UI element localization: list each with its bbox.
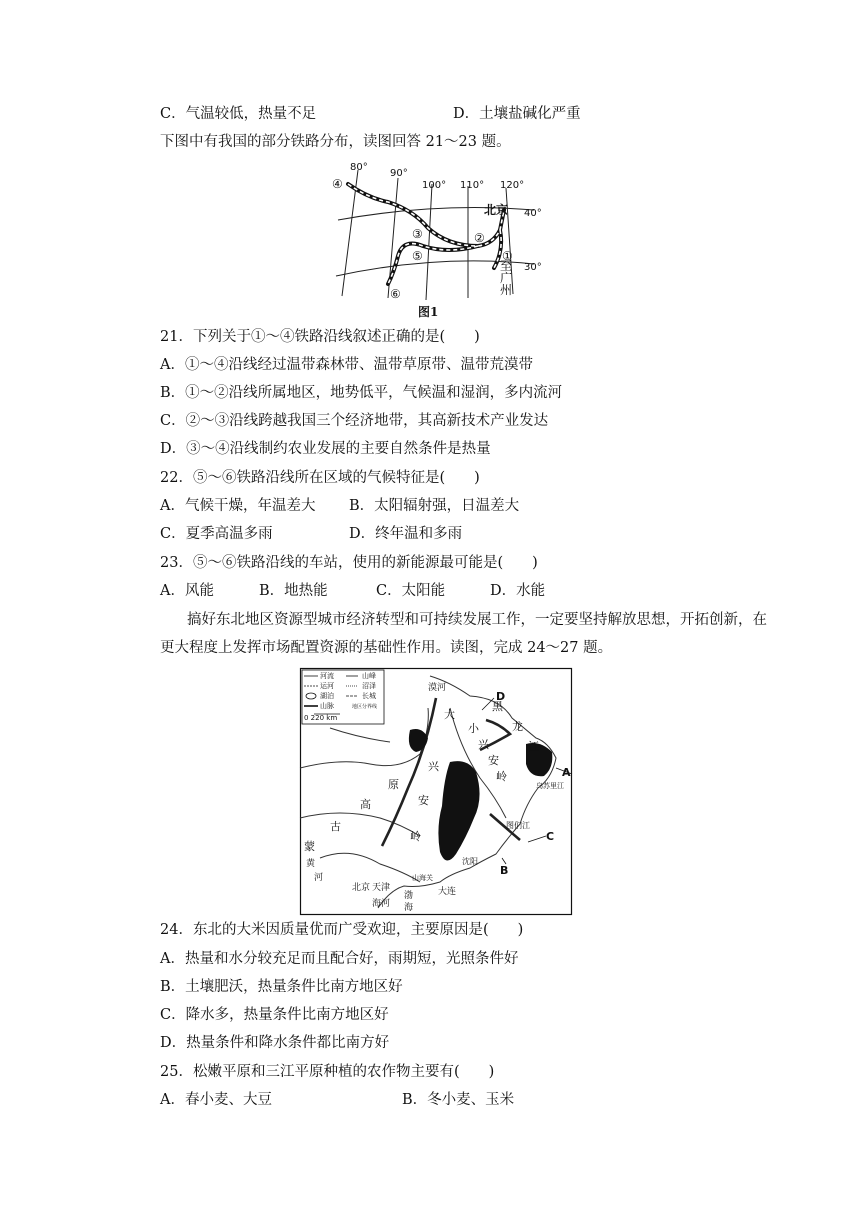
rail-mark-6: ⑥	[390, 287, 401, 301]
q22-option-b: B．太阳辐射强，日温差大	[349, 498, 520, 514]
label-xing-2: 兴	[478, 738, 489, 751]
rail-mark-3: ③	[412, 227, 423, 241]
label-ling-1: 岭	[410, 830, 421, 843]
q22-option-a: A．气候干燥，年温差大	[160, 498, 316, 514]
label-da: 大	[444, 708, 455, 721]
label-beijing: 北京	[352, 883, 371, 893]
lon-label-90: 90°	[390, 168, 408, 179]
guangzhou-label-3: 州	[500, 283, 513, 297]
label-huang: 黄	[306, 859, 316, 869]
q23-option-d: D．水能	[490, 583, 546, 599]
rail-mark-4: ④	[332, 177, 343, 191]
q24-option-c: C．降水多，热量条件比南方地区好	[160, 1007, 389, 1023]
label-meng: 蒙	[304, 840, 315, 853]
label-hai: 海	[404, 903, 414, 913]
rail-mark-2: ②	[474, 231, 485, 245]
label-haihe: 海河	[372, 899, 391, 909]
q25-option-b: B．冬小麦、玉米	[402, 1092, 515, 1108]
label-tianjin: 天津	[372, 883, 391, 893]
q21-stem: 21．下列关于①～④铁路沿线叙述正确的是( )	[160, 329, 480, 345]
q23-option-c: C．太阳能	[376, 583, 446, 599]
label-wusulijiang: 乌苏里江	[536, 782, 564, 790]
label-shanhaiguan: 山海关	[412, 874, 433, 882]
intro-q21-23: 下图中有我国的部分铁路分布，读图回答 21～23 题。	[160, 134, 511, 150]
q20-option-c: C．气温较低，热量不足	[160, 106, 317, 122]
legend-mountain: 山脉	[320, 702, 334, 710]
map-scale: 0 220 km	[304, 714, 338, 722]
rail-mark-5: ⑤	[412, 249, 423, 263]
q21-option-a: A．①～④沿线经过温带森林带、温带草原带、温带荒漠带	[160, 357, 533, 373]
q21-option-b: B．①～②沿线所属地区，地势低平，气候温和湿润，多内流河	[160, 385, 563, 401]
q24-stem: 24．东北的大米因质量优而广受欢迎，主要原因是( )	[160, 922, 524, 938]
lat-label-30: 30°	[524, 262, 542, 273]
lat-label-40: 40°	[524, 208, 542, 219]
q24-option-d: D．热量条件和降水条件都比南方好	[160, 1035, 390, 1051]
legend-peak: 山峰	[362, 672, 376, 680]
legend-lake: 湖泊	[320, 692, 334, 700]
q22-option-d: D．终年温和多雨	[349, 526, 463, 542]
label-he: 河	[314, 873, 324, 883]
intro-q24-27-line2: 更大程度上发挥市场配置资源的基础性作用。读图，完成 24～27 题。	[160, 640, 613, 656]
q20-option-d: D．土壤盐碱化严重	[453, 106, 581, 122]
marker-b: B	[500, 864, 509, 877]
q25-stem: 25．松嫩平原和三江平原种植的农作物主要有( )	[160, 1064, 495, 1080]
legend-canal: 运河	[320, 682, 334, 690]
marker-a: A	[562, 766, 571, 779]
rail-mark-1: ①	[502, 249, 513, 263]
northeast-china-map-figure	[300, 668, 572, 916]
beijing-label: 北京	[484, 203, 509, 217]
railway-map-figure	[328, 158, 542, 319]
label-tumenjiang: 图们江	[506, 821, 530, 830]
q22-option-c: C．夏季高温多雨	[160, 526, 273, 542]
legend-great-wall: 长城	[362, 692, 376, 700]
q21-option-c: C．②～③沿线跨越我国三个经济地带，其高新技术产业发达	[160, 413, 549, 429]
q23-stem: 23．⑤～⑥铁路沿线的车站，使用的新能源最可能是( )	[160, 555, 538, 571]
q24-option-b: B．土壤肥沃，热量条件比南方地区好	[160, 979, 403, 995]
label-an-1: 安	[418, 794, 429, 807]
lon-label-110: 110°	[460, 180, 485, 191]
q24-option-a: A．热量和水分较充足而且配合好，雨期短，光照条件好	[160, 951, 519, 967]
guangzhou-label-1: 至	[500, 259, 513, 273]
label-an-2: 安	[488, 754, 499, 767]
label-bo: 渤	[404, 891, 414, 901]
lon-label-100: 100°	[422, 180, 447, 191]
label-xing-1: 兴	[428, 760, 439, 773]
figure-caption: 图1	[418, 305, 439, 319]
legend-boundary: 地区分界线	[352, 704, 378, 710]
q22-stem: 22．⑤～⑥铁路沿线所在区域的气候特征是( )	[160, 470, 480, 486]
q21-option-d: D．③～④沿线制约农业发展的主要自然条件是热量	[160, 441, 491, 457]
lon-label-120: 120°	[500, 180, 525, 191]
label-ling-2: 岭	[496, 770, 507, 783]
q23-option-a: A．风能	[160, 583, 214, 599]
legend-swamp: 沼泽	[362, 682, 376, 690]
marker-c: C	[546, 830, 555, 843]
marker-d: D	[496, 690, 506, 703]
label-xiao: 小	[468, 722, 479, 735]
label-gu: 古	[330, 820, 341, 833]
label-long: 龙	[512, 720, 523, 733]
q25-option-a: A．春小麦、大豆	[160, 1092, 272, 1108]
lon-label-80: 80°	[350, 162, 368, 173]
label-dalian: 大连	[438, 887, 457, 897]
label-hei: 黑	[492, 700, 503, 713]
guangzhou-label-2: 广	[500, 271, 513, 285]
q23-option-b: B．地热能	[259, 583, 328, 599]
intro-q24-27-line1: 搞好东北地区资源型城市经济转型和可持续发展工作，一定要坚持解放思想，开拓创新，在	[187, 612, 767, 628]
label-yuan: 原	[388, 778, 399, 791]
label-jiang: 江	[528, 740, 539, 753]
label-gao: 高	[360, 798, 371, 811]
label-shenyang: 沈阳	[462, 857, 478, 866]
legend-river: 河流	[320, 672, 334, 680]
label-mohe: 漠河	[428, 683, 447, 693]
